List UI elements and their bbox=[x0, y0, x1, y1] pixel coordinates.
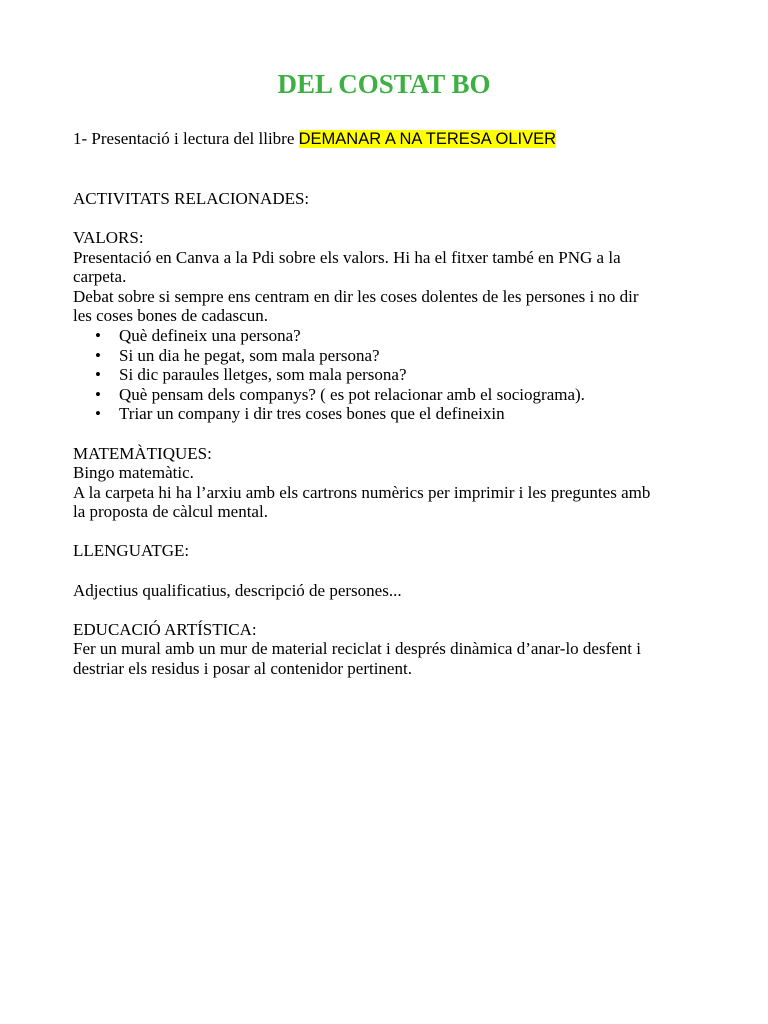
educacio-artistica-line-1: Fer un mural amb un mur de material reciclat i després dinàmica d’anar-lo desfent i bbox=[73, 639, 641, 659]
matematiques-heading: MATEMÀTIQUES: bbox=[73, 443, 212, 463]
spacer bbox=[73, 561, 693, 581]
list-item bbox=[73, 385, 693, 405]
activities-heading: ACTIVITATS RELACIONADES: bbox=[73, 188, 310, 208]
educacio-artistica-line-2: destriar els residus i posar al contenidor pertinent. bbox=[73, 659, 412, 679]
matematiques-line-2: A la carpeta hi ha l’arxiu amb els cartrons numèrics per imprimir i les preguntes amb bbox=[73, 482, 651, 502]
list-item-text: Què pensam dels companys? ( es pot relacionar amb el sociograma). bbox=[119, 384, 585, 404]
bullet-glyph: • bbox=[95, 345, 101, 365]
list-item bbox=[73, 346, 693, 366]
bullet-glyph: • bbox=[95, 404, 101, 424]
list-item bbox=[73, 326, 693, 346]
matematiques-line-3: la proposta de càlcul mental. bbox=[73, 502, 268, 522]
document-body bbox=[73, 129, 693, 679]
matematiques-line-1: Bingo matemàtic. bbox=[73, 463, 194, 483]
spacer bbox=[73, 208, 693, 228]
spacer bbox=[73, 169, 693, 189]
list-item bbox=[73, 404, 693, 424]
document-title: DEL COSTAT BO bbox=[277, 69, 491, 99]
valors-bullet-list bbox=[73, 326, 693, 424]
educacio-artistica-heading: EDUCACIÓ ARTÍSTICA: bbox=[73, 619, 257, 639]
spacer bbox=[73, 600, 693, 620]
list-item-text: Si dic paraules lletges, som mala persona? bbox=[119, 365, 407, 385]
valors-paragraph-2-line-1: Debat sobre si sempre ens centram en dir les coses dolentes de les persones i no dir bbox=[73, 286, 639, 306]
spacer bbox=[73, 522, 693, 542]
valors-heading: VALORS: bbox=[73, 227, 144, 247]
llenguatge-heading: LLENGUATGE: bbox=[73, 541, 190, 561]
spacer bbox=[73, 424, 693, 444]
intro-highlight: DEMANAR A NA TERESA OLIVER bbox=[298, 130, 557, 148]
bullet-glyph: • bbox=[95, 384, 101, 404]
bullet-glyph: • bbox=[95, 325, 101, 345]
intro-line bbox=[73, 129, 693, 150]
bullet-glyph: • bbox=[95, 365, 101, 385]
intro-prefix: 1- Presentació i lectura del llibre bbox=[73, 129, 299, 148]
valors-paragraph-2-line-2: les coses bones de cadascun. bbox=[73, 306, 268, 326]
valors-paragraph-1-line-2: carpeta. bbox=[73, 267, 127, 287]
llenguatge-line-1: Adjectius qualificatius, descripció de persones... bbox=[73, 580, 402, 600]
spacer bbox=[73, 150, 693, 170]
list-item-text: Si un dia he pegat, som mala persona? bbox=[119, 345, 380, 365]
list-item-text: Què defineix una persona? bbox=[119, 325, 301, 345]
valors-paragraph-1-line-1: Presentació en Canva a la Pdi sobre els valors. Hi ha el fitxer també en PNG a la bbox=[73, 247, 621, 267]
list-item-text: Triar un company i dir tres coses bones que el defineixin bbox=[119, 404, 505, 424]
list-item bbox=[73, 365, 693, 385]
